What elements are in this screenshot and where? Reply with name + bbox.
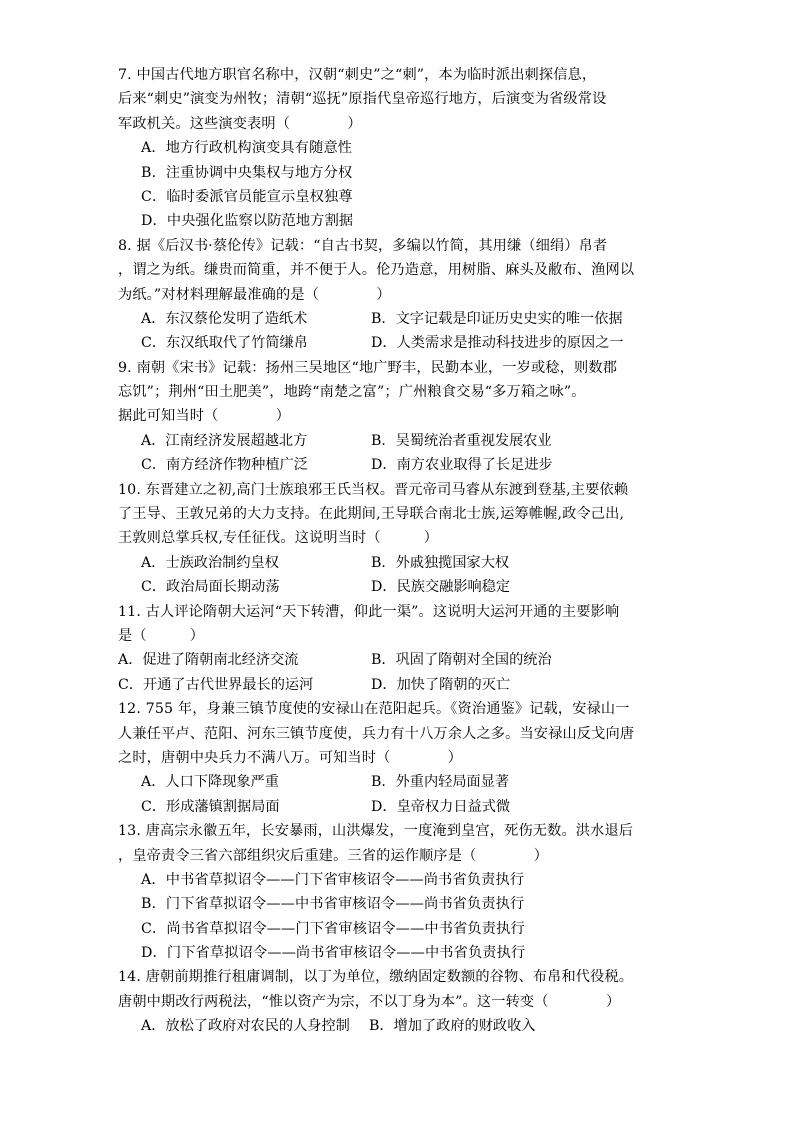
question-9-options-row-2 [118, 453, 678, 477]
question-13-option-a: A．中书省草拟诏令——门下省审核诏令——尚书省负责执行 [141, 871, 525, 888]
question-9-option-c: C．南方经济作物种植广泛 [141, 457, 308, 474]
question-14 [118, 965, 678, 1038]
question-8-option-d: D．人类需求是推动科技进步的原因之一 [371, 335, 624, 352]
question-12-stem-line-3: 之时，唐朝中央兵力不满八万。可知当时（ ） [118, 749, 463, 766]
question-10-stem-line-3: 王敦则总掌兵权,专任征伐。这说明当时（ ） [118, 530, 439, 547]
question-8-stem-line-3: 为纸。”对材料理解最准确的是（ ） [118, 286, 391, 303]
question-7-option-d: D．中央强化监察以防范地方割据 [141, 213, 354, 230]
question-8-option-b: B．文字记载是印证历史史实的唯一依据 [371, 310, 623, 327]
question-7 [118, 63, 678, 234]
question-10-option-b: B．外戚独揽国家大权 [371, 554, 510, 571]
question-7-stem-line-2: 后来“刺史”演变为州牧；清朝“巡抚”原指代皇帝巡行地方，后演变为省级常设 [118, 91, 607, 108]
question-8-options-row-1 [118, 307, 678, 331]
question-11-options-row-2 [118, 673, 678, 697]
question-7-stem-line-1: 7. 中国古代地方职官名称中，汉朝“刺史”之“刺”，本为临时派出刺探信息， [118, 67, 597, 83]
question-8 [118, 234, 678, 356]
question-9-stem-line-3: 据此可知当时（ ） [118, 408, 291, 425]
question-12-option-d: D．皇帝权力日益式微 [371, 798, 511, 815]
question-10-option-d: D．民族交融影响稳定 [371, 579, 511, 596]
question-12-option-a: A．人口下降现象严重 [141, 774, 279, 791]
question-11-option-c: C．开通了古代世界最长的运河 [118, 676, 314, 693]
question-9-options-row-1 [118, 429, 678, 453]
question-9 [118, 356, 678, 478]
question-7-option-a: A．地方行政机构演变具有随意性 [141, 140, 353, 157]
question-10-option-c: C．政治局面长期动荡 [141, 579, 280, 596]
question-8-stem-line-1: 8. 据《后汉书·蔡伦传》记载：“自古书契，多编以竹简，其用缣（细绢）帛者 [118, 237, 608, 254]
question-12-stem-line-1: 12. 755 年，身兼三镇节度使的安禄山在范阳起兵。《资治通鉴》记载，安禄山一 [118, 701, 630, 718]
question-9-option-d: D．南方农业取得了长足进步 [371, 457, 553, 474]
question-9-stem-line-1: 9. 南朝《宋书》记载：扬州三吴地区“地广野丰，民勤本业，一岁或稔，则数郡 [118, 359, 618, 376]
question-11-option-d: D．加快了隋朝的灭亡 [371, 676, 511, 693]
question-12-option-b: B．外重内轻局面显著 [371, 774, 510, 791]
question-14-stem-line-1: 14. 唐朝前期推行租庸调制，以丁为单位，缴纳固定数额的谷物、布帛和代役税。 [118, 969, 634, 986]
question-8-stem-line-2: ，谓之为纸。缣贵而简重，并不便于人。伦乃造意，用树脂、麻头及敝布、渔网以 [118, 262, 635, 279]
question-11 [118, 600, 678, 698]
question-9-option-a: A．江南经济发展超越北方 [141, 432, 308, 449]
question-8-option-c: C．东汉纸取代了竹简缣帛 [141, 335, 308, 352]
question-13-stem-line-2: ，皇帝责令三省六部组织灾后重建。三省的运作顺序是（ ） [118, 847, 549, 864]
question-13 [118, 819, 678, 965]
question-12-options-row-2 [118, 795, 678, 819]
question-7-stem-line-3: 军政机关。这些演变表明（ ） [118, 115, 362, 132]
question-14-stem-line-2: 唐朝中期改行两税法，“惟以资产为宗，不以丁身为本”。这一转变（ ） [118, 993, 621, 1010]
question-14-option-b: B．增加了政府的财政收入 [369, 1018, 536, 1035]
question-13-stem-line-1: 13. 唐高宗永徽五年，长安暴雨，山洪爆发，一度淹到皇宫，死伤无数。洪水退后 [118, 823, 634, 840]
question-14-option-a: A．放松了政府对农民的人身控制 [141, 1018, 350, 1035]
question-10-option-a: A．士族政治制约皇权 [141, 554, 279, 571]
question-12-option-c: C．形成藩镇割据局面 [141, 798, 280, 815]
question-10 [118, 478, 678, 600]
question-13-option-b: B．门下省草拟诏令——中书省审核诏令——尚书省负责执行 [141, 896, 525, 913]
question-12 [118, 697, 678, 819]
question-8-option-a: A．东汉蔡伦发明了造纸术 [141, 310, 308, 327]
question-7-option-b: B．注重协调中央集权与地方分权 [141, 164, 353, 181]
question-11-stem-line-1: 11. 古人评论隋朝大运河“天下转漕，仰此一渠”。这说明大运河开通的主要影响 [118, 603, 620, 620]
question-10-options-row-2 [118, 575, 678, 599]
question-10-options-row-1 [118, 551, 678, 575]
question-11-stem-line-2: 是（ ） [118, 627, 205, 644]
exam-page [118, 63, 678, 1039]
question-8-options-row-2 [118, 331, 678, 355]
question-10-stem-line-2: 了王导、王敦兄弟的大力支持。在此期间,王导联合南北士族,运筹帷幄,政令己出, [118, 506, 625, 523]
question-12-stem-line-2: 人兼任平卢、范阳、河东三镇节度使，兵力有十八万余人之多。当安禄山反戈向唐 [118, 725, 635, 742]
question-13-option-d: D．门下省草拟诏令——尚书省审核诏令——中书省负责执行 [141, 945, 526, 962]
question-10-stem-line-1: 10. 东晋建立之初,高门士族琅邪王氏当权。晋元帝司马睿从东渡到登基,主要依赖 [118, 481, 629, 498]
question-9-option-b: B．吴蜀统治者重视发展农业 [371, 432, 552, 449]
question-11-options-row-1 [118, 648, 678, 672]
question-12-options-row-1 [118, 770, 678, 794]
question-13-option-c: C．尚书省草拟诏令——门下省审核诏令——中书省负责执行 [141, 920, 525, 937]
question-9-stem-line-2: 忘饥”；荆州“田土肥美”，地跨“南楚之富”；广州粮食交易“多万箱之咏”。 [118, 384, 586, 401]
question-11-option-a: A．促进了隋朝南北经济交流 [118, 652, 299, 669]
question-11-option-b: B．巩固了隋朝对全国的统治 [371, 652, 552, 669]
question-7-option-c: C．临时委派官员能宣示皇权独尊 [141, 188, 353, 205]
question-14-options-row-1 [118, 1014, 678, 1038]
